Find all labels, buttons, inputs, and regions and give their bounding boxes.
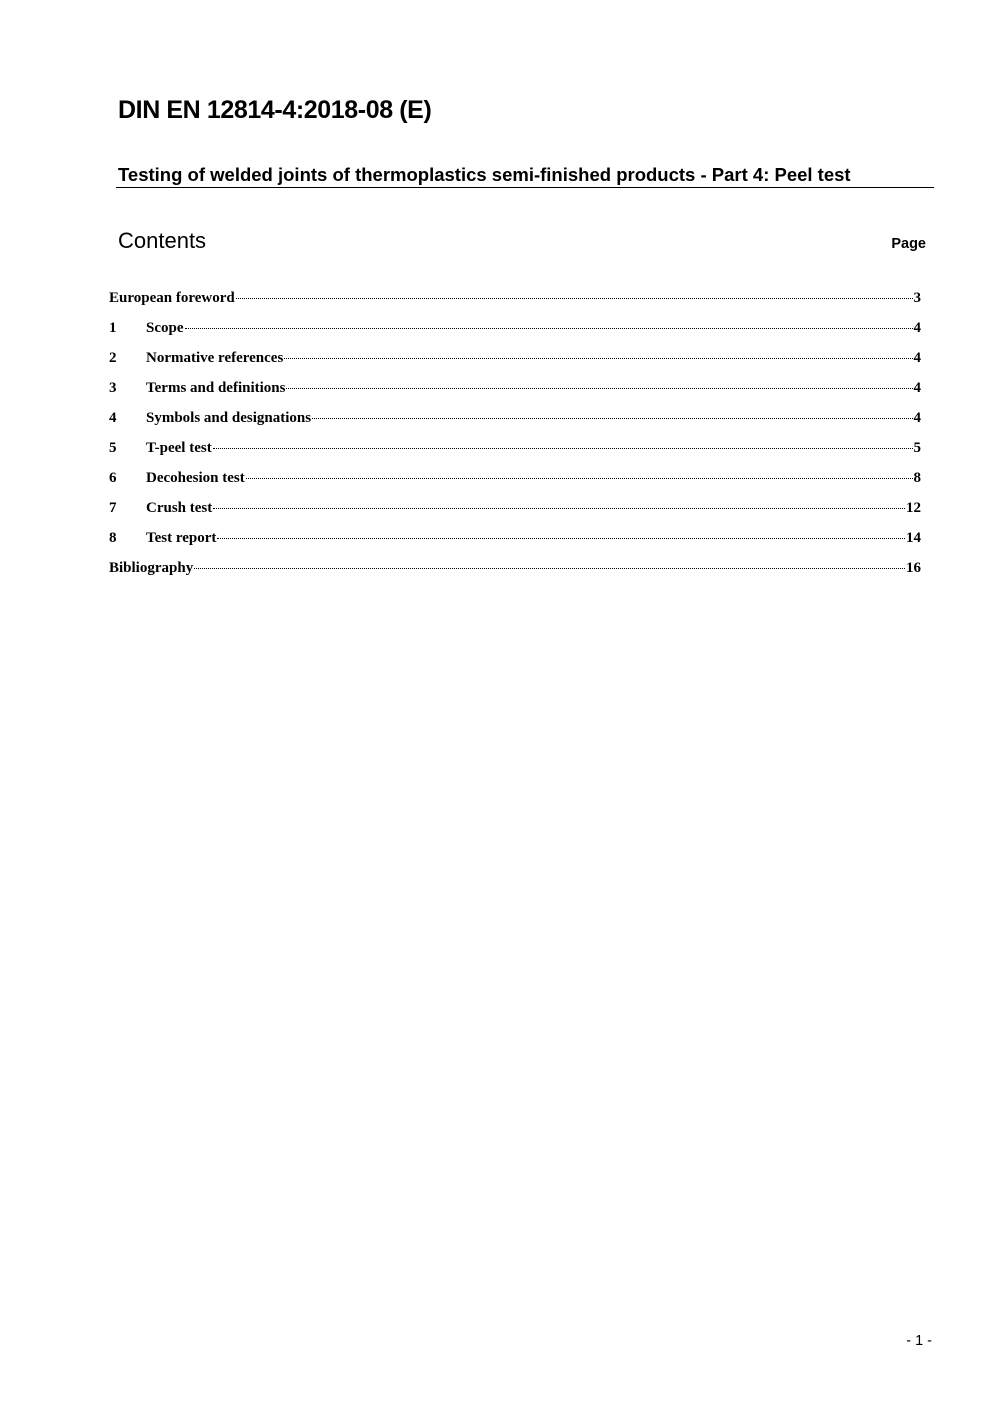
dot-leader	[185, 328, 913, 329]
document-title: Testing of welded joints of thermoplastics semi-finished products - Part 4: Peel test	[118, 164, 851, 185]
table-of-contents	[109, 286, 921, 586]
toc-entry-label: Scope	[146, 320, 184, 336]
toc-entry-scope[interactable]	[109, 316, 921, 346]
toc-entry-european-foreword[interactable]	[109, 286, 921, 316]
toc-entry-label: Symbols and designations	[146, 410, 312, 426]
dot-leader	[246, 478, 913, 479]
dot-leader	[213, 448, 913, 449]
toc-entry-number: 8	[109, 530, 117, 546]
toc-entry-page: 14	[906, 530, 921, 546]
toc-entry-page: 4	[913, 410, 921, 426]
toc-entry-number: 5	[109, 440, 117, 456]
toc-entry-page: 8	[913, 470, 921, 486]
toc-entry-label: Crush test	[146, 500, 213, 516]
toc-entry-label: Bibliography	[109, 560, 194, 576]
toc-entry-page: 12	[906, 500, 921, 516]
dot-leader	[236, 298, 913, 299]
contents-heading: Contents	[118, 228, 207, 253]
toc-entry-number: 4	[109, 410, 117, 426]
toc-entry-label: Normative references	[146, 350, 284, 366]
toc-entry-label: Terms and definitions	[146, 380, 286, 396]
toc-entry-number: 6	[109, 470, 117, 486]
toc-entry-label: T-peel test	[146, 440, 212, 456]
dot-leader	[213, 508, 905, 509]
toc-entry-normative-references[interactable]	[109, 346, 921, 376]
toc-entry-terms-and-definitions[interactable]	[109, 376, 921, 406]
toc-entry-number: 3	[109, 380, 117, 396]
toc-entry-label: Test report	[146, 530, 217, 546]
toc-entry-page: 4	[913, 320, 921, 336]
dot-leader	[194, 568, 905, 569]
toc-entry-label: Decohesion test	[146, 470, 245, 486]
dot-leader	[217, 538, 905, 539]
toc-entry-page: 3	[913, 290, 921, 306]
document-designation: DIN EN 12814-4:2018-08 (E)	[118, 96, 432, 124]
dot-leader	[286, 388, 912, 389]
toc-entry-crush-test[interactable]	[109, 496, 921, 526]
toc-entry-label: European foreword	[109, 290, 235, 306]
toc-entry-bibliography[interactable]	[109, 556, 921, 586]
toc-entry-number: 7	[109, 500, 117, 516]
toc-entry-decohesion-test[interactable]	[109, 466, 921, 496]
toc-entry-page: 4	[913, 380, 921, 396]
toc-entry-t-peel-test[interactable]	[109, 436, 921, 466]
dot-leader	[284, 358, 912, 359]
toc-entry-page: 5	[913, 440, 921, 456]
dot-leader	[312, 418, 912, 419]
toc-entry-page: 16	[906, 560, 921, 576]
toc-entry-number: 1	[109, 320, 117, 336]
footer-page-number: - 1 -	[906, 1333, 932, 1349]
title-underline	[116, 187, 934, 188]
toc-entry-page: 4	[913, 350, 921, 366]
toc-entry-number: 2	[109, 350, 117, 366]
toc-entry-test-report[interactable]	[109, 526, 921, 556]
page-column-label: Page	[891, 236, 926, 252]
toc-entry-symbols-and-designations[interactable]	[109, 406, 921, 436]
